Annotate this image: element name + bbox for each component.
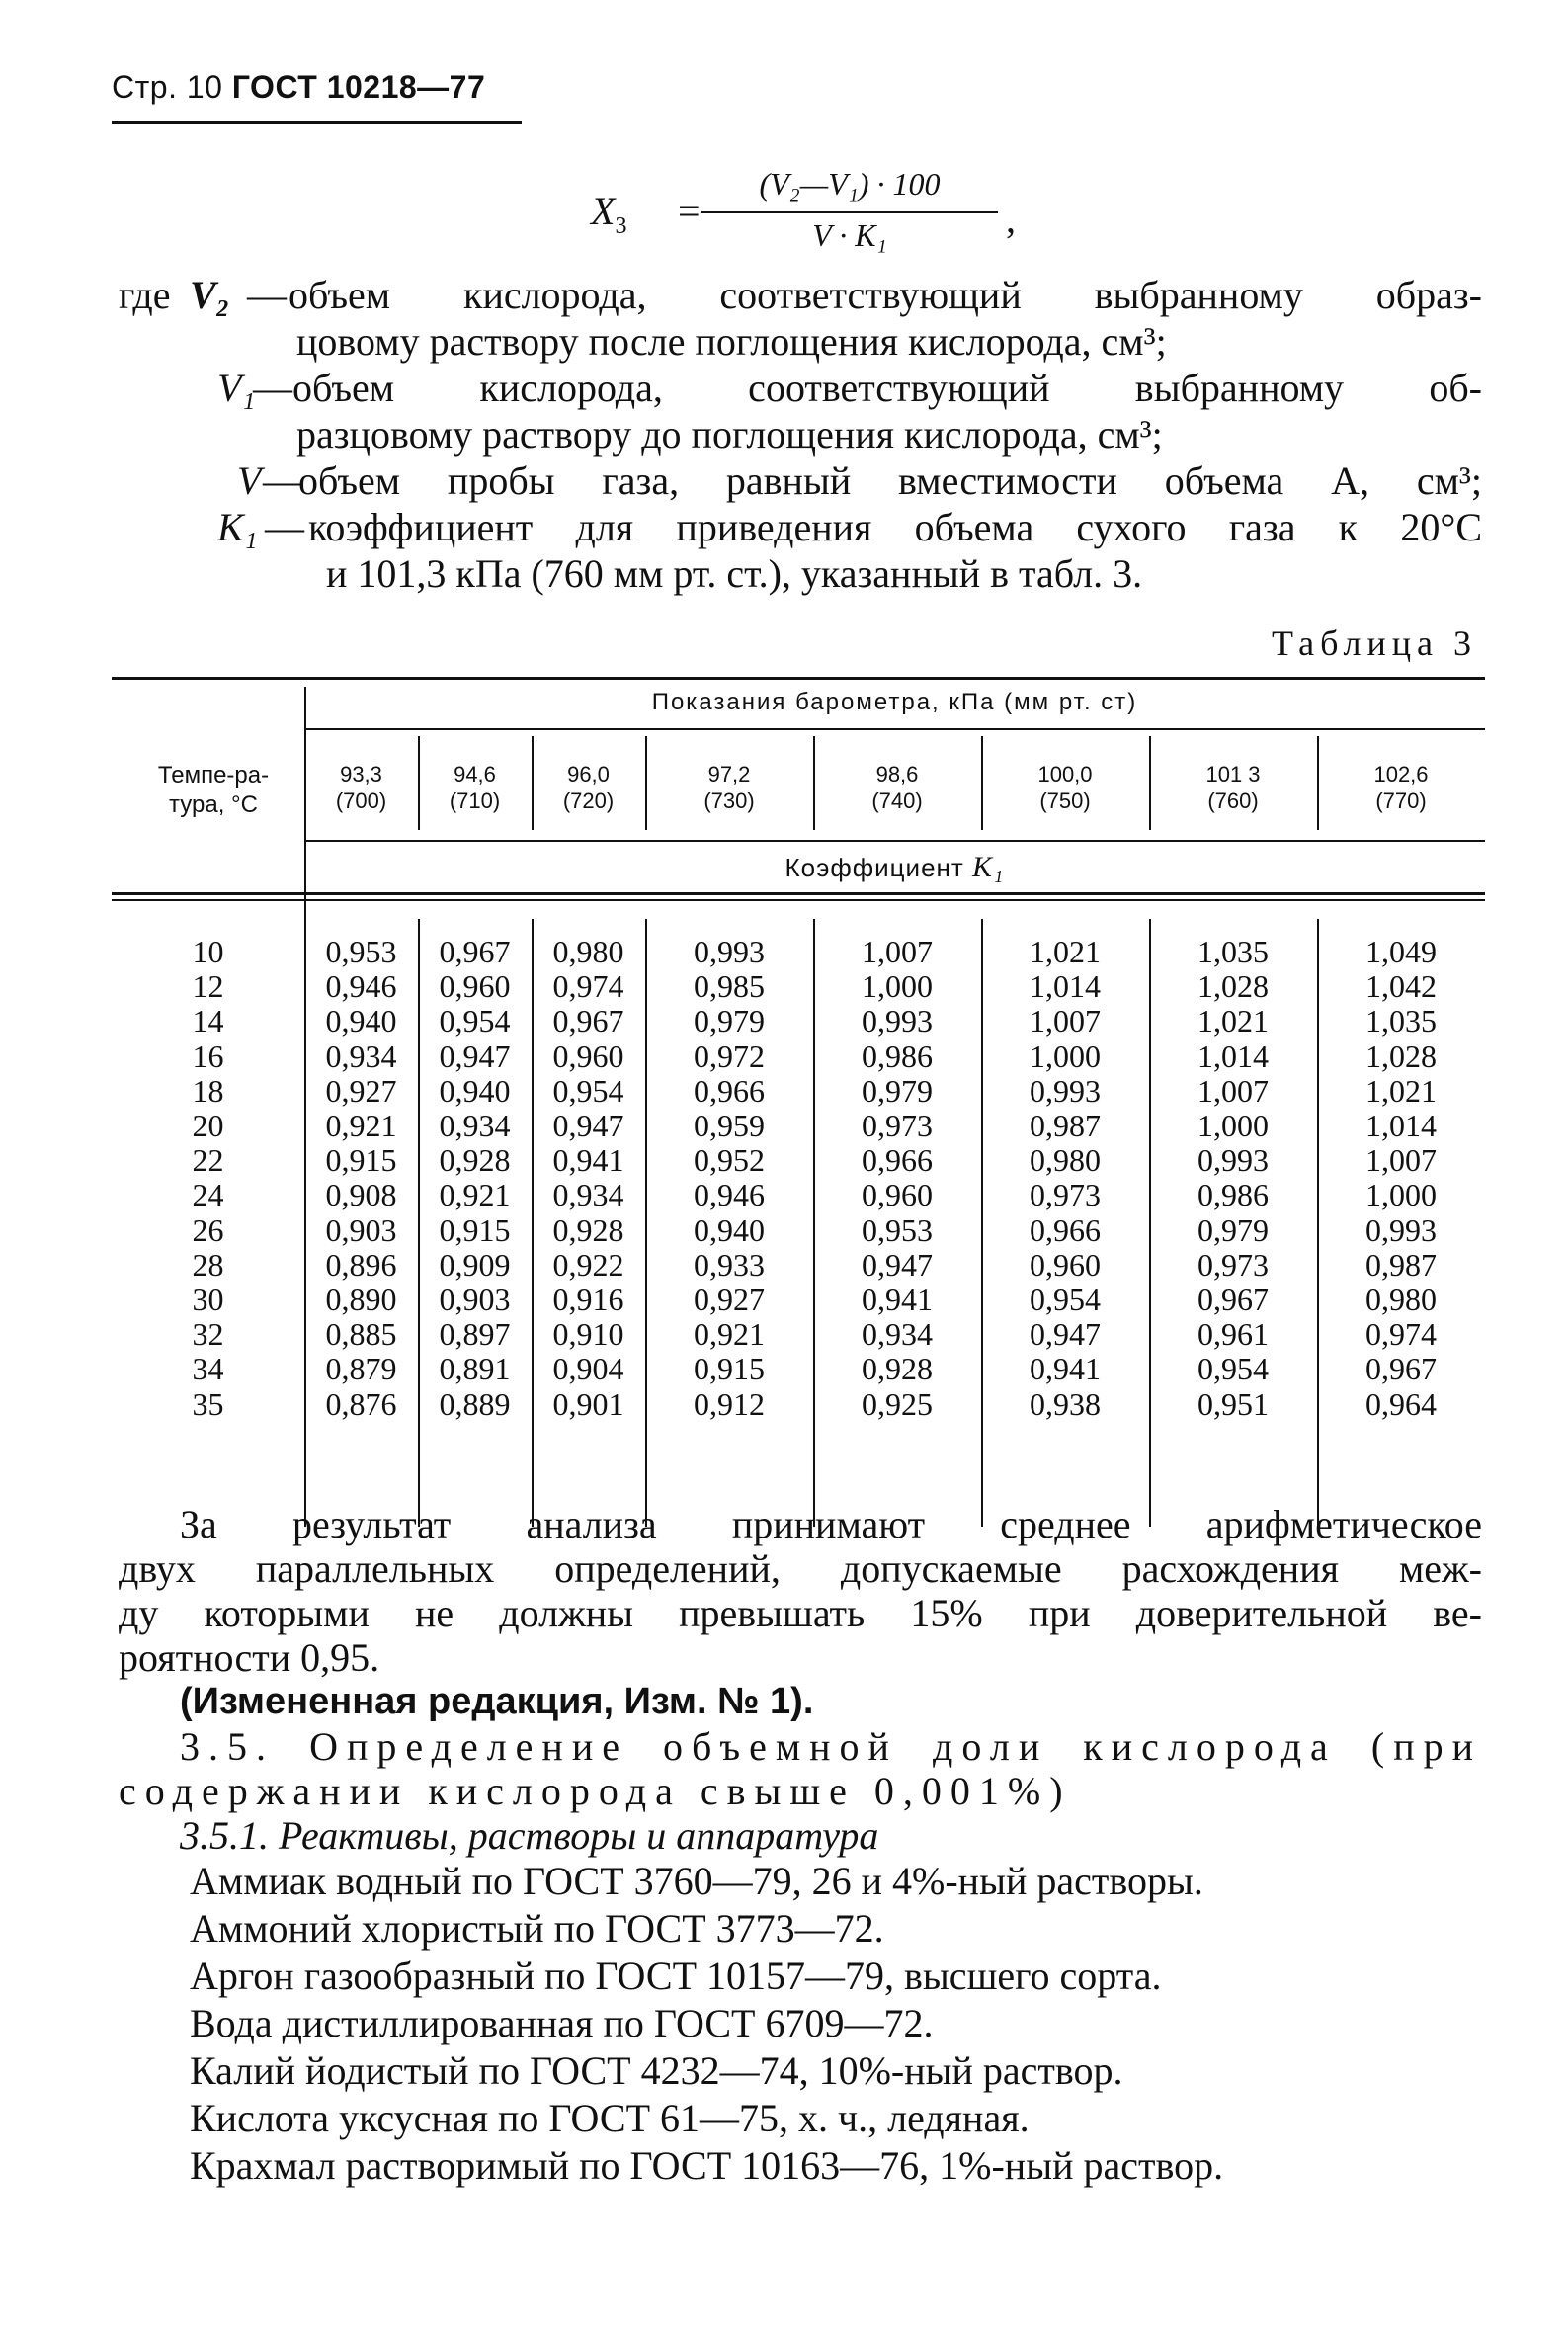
result-paragraph-line: двух параллельных определений, допускаемые расхождения меж- — [119, 1546, 1482, 1591]
table-row — [112, 1142, 1485, 1177]
definition-lead: где — [119, 273, 171, 317]
coefficient-cell: 0,889 — [439, 1385, 511, 1422]
coefficient-cell: 1,028 — [1197, 968, 1269, 1005]
page-number: Стр. 10 — [112, 69, 223, 105]
coefficient-cell: 0,928 — [439, 1142, 511, 1179]
coefficient-cell: 0,941 — [552, 1142, 624, 1179]
subsection-heading: 3.5.1. Реактивы, растворы и аппаратура — [180, 1813, 879, 1858]
definition-text: объем кислорода, соответствующий выбранному об- — [292, 366, 1482, 410]
coefficient-cell: 0,891 — [439, 1351, 511, 1387]
definition-symbol: K₁ — [217, 505, 258, 549]
coefficient-cell: 0,934 — [552, 1177, 624, 1213]
coefficient-cell: 0,967 — [1365, 1351, 1437, 1387]
table-row — [112, 1316, 1485, 1351]
coefficient-cell: 0,960 — [439, 968, 511, 1005]
pressure-col-8: 102,6 (770) — [1373, 762, 1429, 813]
pressure-header: Показания барометра, кПа (мм рт. ст) — [651, 689, 1138, 715]
coefficient-cell: 0,903 — [325, 1211, 397, 1248]
coefficient-cell: 0,993 — [1197, 1142, 1269, 1179]
coefficient-cell: 1,007 — [1365, 1142, 1437, 1179]
variable-definitions — [119, 272, 1482, 597]
fraction-bar — [701, 211, 998, 213]
table-row — [112, 1351, 1485, 1385]
table-row — [112, 1212, 1485, 1247]
table-top-rule — [112, 677, 1485, 680]
coefficient-cell: 1,000 — [1197, 1108, 1269, 1143]
coefficient-cell: 0,897 — [439, 1316, 511, 1353]
coefficient-cell: 0,941 — [862, 1282, 933, 1317]
header-divider — [304, 840, 1485, 842]
table-row — [112, 1039, 1485, 1073]
pressure-col-6: 100,0 (750) — [1037, 762, 1093, 813]
table-row — [112, 1108, 1485, 1142]
coefficient-cell: 0,967 — [439, 934, 511, 969]
result-paragraph-line: За результат анализа принимают среднее арифметическое — [180, 1502, 1482, 1546]
reagent-item: Крахмал растворимый по ГОСТ 10163—76, 1%-ный раствор. — [190, 2143, 1224, 2188]
temperature-cell: 20 — [192, 1108, 224, 1143]
coefficient-cell: 1,021 — [1365, 1072, 1437, 1109]
definition-symbol: V₁ — [217, 366, 256, 410]
coefficient-cell: 0,973 — [1030, 1177, 1101, 1213]
coefficient-cell: 1,007 — [1030, 1003, 1101, 1039]
coefficient-cell: 1,028 — [1365, 1038, 1437, 1074]
reagent-item: Калий йодистый по ГОСТ 4232—74, 10%-ный раствор. — [190, 2048, 1123, 2093]
definition-text: объем кислорода, соответствующий выбранному образ- — [289, 273, 1482, 317]
coefficient-cell: 0,967 — [1197, 1282, 1269, 1317]
definition-text: объем пробы газа, равный вместимости объема A, см³; — [298, 458, 1482, 503]
coefficient-cell: 0,966 — [1030, 1211, 1101, 1248]
coefficient-cell: 0,985 — [694, 968, 765, 1005]
formula-lhs: $X_3$ — [591, 189, 627, 239]
section-heading: содержании кислорода свыше 0,001%) — [119, 1769, 1072, 1813]
coefficient-cell: 1,014 — [1197, 1038, 1269, 1074]
coefficient-cell: 0,973 — [862, 1108, 933, 1143]
header-bottom-rule — [112, 892, 1485, 895]
coefficient-cell: 0,960 — [1030, 1246, 1101, 1283]
coefficient-cell: 0,987 — [1365, 1246, 1437, 1283]
coefficient-cell: 0,966 — [694, 1072, 765, 1109]
coefficient-cell: 0,959 — [694, 1108, 765, 1143]
table-row — [112, 1073, 1485, 1108]
temperature-cell: 22 — [192, 1142, 224, 1179]
coefficient-cell: 0,904 — [552, 1351, 624, 1387]
result-paragraph-line: роятности 0,95. — [119, 1635, 380, 1680]
temperature-cell: 26 — [192, 1211, 224, 1248]
coefficient-cell: 0,925 — [862, 1385, 933, 1422]
coefficient-cell: 0,946 — [325, 968, 397, 1005]
coefficient-cell: 1,021 — [1197, 1003, 1269, 1039]
coefficient-cell: 0,916 — [552, 1282, 624, 1317]
pressure-col-1: 93,3 (700) — [335, 762, 387, 813]
coefficient-cell: 0,927 — [325, 1072, 397, 1109]
coefficient-cell: 0,946 — [694, 1177, 765, 1213]
temperature-cell: 14 — [192, 1003, 224, 1039]
pressure-col-5: 98,6 (740) — [871, 762, 923, 813]
coefficient-cell: 0,979 — [862, 1072, 933, 1109]
coefficient-cell: 0,890 — [325, 1282, 397, 1317]
coefficient-cell: 0,960 — [862, 1177, 933, 1213]
coefficient-cell: 1,042 — [1365, 968, 1437, 1005]
formula-denominator: V · K₁ — [812, 217, 887, 253]
definition-symbol: V — [237, 458, 262, 503]
coefficient-cell: 0,966 — [862, 1142, 933, 1179]
header-rule — [112, 121, 522, 124]
coefficient-cell: 0,910 — [552, 1316, 624, 1353]
formula-numerator: (V₂—V₁) · 100 — [759, 166, 941, 202]
table-row — [112, 934, 1485, 968]
coefficient-cell: 0,940 — [694, 1211, 765, 1248]
coefficient-cell: 0,901 — [552, 1385, 624, 1422]
coefficient-cell: 1,049 — [1365, 934, 1437, 969]
result-paragraph-line: ду которыми не должны превышать 15% при доверительной ве- — [119, 1591, 1482, 1635]
coefficient-cell: 0,952 — [694, 1142, 765, 1179]
coefficient-cell: 0,921 — [694, 1316, 765, 1353]
coefficient-cell: 0,938 — [1030, 1385, 1101, 1422]
coefficient-cell: 1,035 — [1197, 934, 1269, 969]
coefficient-cell: 0,915 — [325, 1142, 397, 1179]
coefficient-cell: 0,933 — [694, 1246, 765, 1283]
coefficient-cell: 0,927 — [694, 1282, 765, 1317]
coefficient-cell: 0,885 — [325, 1316, 397, 1353]
coefficient-cell: 0,979 — [1197, 1211, 1269, 1248]
coefficient-cell: 0,947 — [1030, 1316, 1101, 1353]
coefficient-cell: 0,947 — [552, 1108, 624, 1143]
coefficient-cell: 0,967 — [552, 1003, 624, 1039]
body-text — [119, 1502, 1482, 2190]
temperature-cell: 10 — [192, 934, 224, 969]
coefficient-cell: 0,921 — [325, 1108, 397, 1143]
coefficient-cell: 0,960 — [552, 1038, 624, 1074]
coefficient-cell: 0,922 — [552, 1246, 624, 1283]
coefficient-cell: 1,000 — [862, 968, 933, 1005]
definition-v1: V₁ — объем кислорода, соответствующий выбранному об- — [217, 366, 1482, 410]
coefficient-cell: 1,021 — [1030, 934, 1101, 969]
coefficient-cell: 0,993 — [1365, 1211, 1437, 1248]
temperature-header: Темпе-ра- тура, °C — [157, 762, 270, 818]
coefficient-cell: 0,953 — [325, 934, 397, 969]
coefficient-cell: 0,986 — [862, 1038, 933, 1074]
coefficient-cell: 0,941 — [1030, 1351, 1101, 1387]
coefficient-cell: 0,909 — [439, 1246, 511, 1283]
coefficient-cell: 0,954 — [1030, 1282, 1101, 1317]
reagent-item: Аргон газообразный по ГОСТ 10157—79, высшего сорта. — [190, 1954, 1162, 1998]
coefficient-cell: 0,993 — [1030, 1072, 1101, 1109]
coefficient-cell: 0,940 — [439, 1072, 511, 1109]
definition-text: коэффициент для приведения объема сухого газа к 20°C — [308, 505, 1482, 549]
coefficient-cell: 0,974 — [1365, 1316, 1437, 1353]
coefficient-cell: 0,915 — [694, 1351, 765, 1387]
pressure-col-3: 96,0 (720) — [562, 762, 615, 813]
definition-continuation: и 101,3 кПа (760 мм рт. ст.), указанный в табл. 3. — [326, 551, 1143, 596]
coefficient-cell: 1,007 — [862, 934, 933, 969]
coefficient-cell: 1,000 — [1365, 1177, 1437, 1213]
table-row — [112, 1386, 1485, 1421]
temperature-cell: 34 — [192, 1351, 224, 1387]
temperature-cell: 35 — [192, 1385, 224, 1422]
table-row — [112, 1282, 1485, 1316]
header-bottom-rule-2 — [112, 899, 1485, 901]
reagent-item: Кислота уксусная по ГОСТ 61—75, х. ч., ледяная. — [190, 2096, 1030, 2140]
definition-v: V — объем пробы газа, равный вместимости объема A, см³; — [237, 458, 1482, 503]
coefficient-cell: 0,934 — [439, 1108, 511, 1143]
coefficient-cell: 1,007 — [1197, 1072, 1269, 1109]
coefficient-cell: 0,951 — [1197, 1385, 1269, 1422]
coefficient-cell: 1,014 — [1365, 1108, 1437, 1143]
coefficient-cell: 0,973 — [1197, 1246, 1269, 1283]
coefficient-cell: 0,928 — [862, 1351, 933, 1387]
coefficient-cell: 0,876 — [325, 1385, 397, 1422]
coefficient-cell: 0,954 — [1197, 1351, 1269, 1387]
temperature-cell: 28 — [192, 1246, 224, 1283]
definition-v2: где V₂ — объем кислорода, соответствующий выбранному образ- — [119, 273, 1482, 317]
coefficient-cell: 0,979 — [694, 1003, 765, 1039]
coefficient-cell: 0,961 — [1197, 1316, 1269, 1353]
pressure-col-7: 101 3 (760) — [1205, 762, 1261, 813]
coefficient-cell: 0,896 — [325, 1246, 397, 1283]
coefficient-cell: 1,000 — [1030, 1038, 1101, 1074]
table-row — [112, 1003, 1485, 1038]
formula-comma: , — [1006, 197, 1016, 241]
coefficient-cell: 0,947 — [439, 1038, 511, 1074]
coefficient-cell: 0,915 — [439, 1211, 511, 1248]
coefficient-cell: 0,993 — [862, 1003, 933, 1039]
coefficient-cell: 0,903 — [439, 1282, 511, 1317]
coefficient-cell: 0,921 — [439, 1177, 511, 1213]
coefficient-cell: 0,980 — [552, 934, 624, 969]
temperature-cell: 16 — [192, 1038, 224, 1074]
temperature-cell: 32 — [192, 1316, 224, 1353]
definition-continuation: цовому раствору после поглощения кислорода, см³; — [296, 319, 1167, 364]
formula-x3 — [591, 166, 1016, 255]
coefficient-cell: 0,964 — [1365, 1385, 1437, 1422]
coefficient-cell: 0,954 — [439, 1003, 511, 1039]
definition-symbol: V₂ — [190, 273, 230, 317]
coefficient-cell: 0,993 — [694, 934, 765, 969]
page-header — [112, 69, 485, 106]
section-heading: 3.5. Определение объемной доли кислорода (при — [180, 1724, 1482, 1769]
temperature-cell: 24 — [192, 1177, 224, 1213]
coefficient-cell: 0,974 — [552, 968, 624, 1005]
coefficient-cell: 0,953 — [862, 1211, 933, 1248]
pressure-col-4: 97,2 (730) — [703, 762, 755, 813]
coefficient-cell: 0,934 — [325, 1038, 397, 1074]
formula-equals: = — [678, 189, 701, 233]
table-title: Таблица 3 — [1272, 624, 1477, 663]
coefficient-cell: 0,980 — [1365, 1282, 1437, 1317]
reagent-item: Вода дистиллированная по ГОСТ 6709—72. — [190, 2001, 934, 2045]
coefficient-cell: 0,947 — [862, 1246, 933, 1283]
standard-code: ГОСТ 10218—77 — [231, 69, 486, 105]
coefficient-cell: 0,980 — [1030, 1142, 1101, 1179]
table-row — [112, 1177, 1485, 1211]
header-divider — [304, 728, 1485, 730]
coefficient-cell: 1,014 — [1030, 968, 1101, 1005]
coefficient-cell: 1,035 — [1365, 1003, 1437, 1039]
temperature-cell: 18 — [192, 1072, 224, 1109]
coefficient-cell: 0,908 — [325, 1177, 397, 1213]
coefficient-cell: 0,879 — [325, 1351, 397, 1387]
coefficient-cell: 0,934 — [862, 1316, 933, 1353]
table-row — [112, 1247, 1485, 1282]
reagent-item: Аммоний хлористый по ГОСТ 3773—72. — [190, 1906, 884, 1951]
temperature-cell: 30 — [192, 1282, 224, 1317]
coefficient-cell: 0,928 — [552, 1211, 624, 1248]
coefficient-cell: 0,986 — [1197, 1177, 1269, 1213]
definition-continuation: разцовому раствору до поглощения кислорода, см³; — [296, 412, 1163, 457]
coefficient-label: Коэффициент K₁ — [784, 851, 1005, 883]
coefficient-cell: 0,987 — [1030, 1108, 1101, 1143]
definition-k1: K₁ — коэффициент для приведения объема сухого газа к 20°C — [217, 505, 1482, 549]
coefficient-cell: 0,954 — [552, 1072, 624, 1109]
coefficient-cell: 0,972 — [694, 1038, 765, 1074]
temperature-cell: 12 — [192, 968, 224, 1005]
reagent-item: Аммиак водный по ГОСТ 3760—79, 26 и 4%-ный растворы. — [190, 1859, 1203, 1903]
amendment-note: (Измененная редакция, Изм. № 1). — [180, 1681, 814, 1722]
pressure-col-2: 94,6 (710) — [449, 762, 501, 813]
coefficient-cell: 0,940 — [325, 1003, 397, 1039]
table-row — [112, 968, 1485, 1003]
coefficient-cell: 0,912 — [694, 1385, 765, 1422]
